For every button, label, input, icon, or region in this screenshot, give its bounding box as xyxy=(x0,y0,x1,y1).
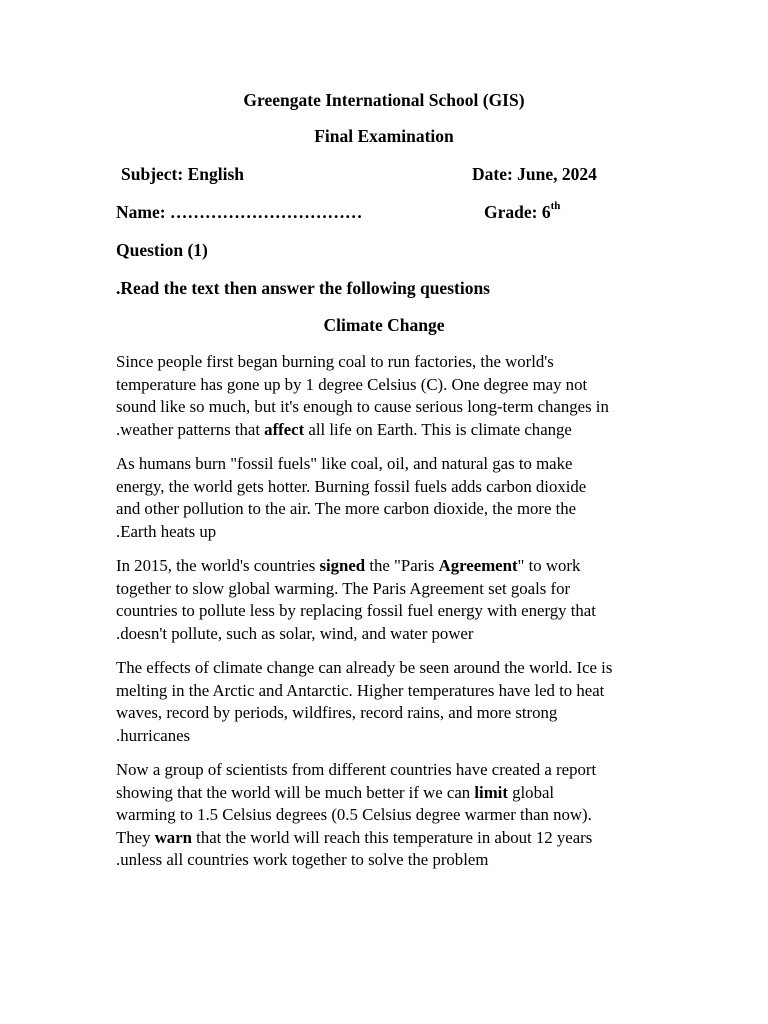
school-name: Greengate International School (GIS) xyxy=(243,90,525,110)
date-label: Date: June, 2024 xyxy=(472,164,597,184)
text-run: temperature has gone up by 1 degree Celsius (C). One degree may not xyxy=(116,374,588,394)
paragraph-4 xyxy=(116,657,661,747)
text-run: together to slow global warming. The Paris Agreement set goals for xyxy=(116,578,571,598)
text-run: .doesn't pollute, such as solar, wind, and water power xyxy=(116,623,474,643)
paragraph-line xyxy=(116,578,661,601)
grade-value: Grade: 6 xyxy=(484,202,551,222)
text-run: sound like so much, but it's enough to cause serious long-term changes in xyxy=(116,397,609,416)
paragraph-line xyxy=(116,623,661,646)
paragraph-line xyxy=(116,521,661,544)
question-instruction: .Read the text then answer the following questions xyxy=(116,278,490,298)
text-run: Now a group of scientists from different countries have created a report xyxy=(116,760,597,779)
text-run: global xyxy=(507,782,555,802)
grade-ordinal-suffix: th xyxy=(550,200,561,213)
paragraph-line xyxy=(116,827,661,850)
text-run: As humans burn "fossil fuels" like coal, oil, and natural gas to make xyxy=(116,454,573,473)
text-run: Since people first began burning coal to run factories, the world's xyxy=(116,352,554,371)
text-run: .hurricanes xyxy=(116,725,191,745)
text-run: energy, the world gets hotter. Burning fossil fuels adds carbon dioxide xyxy=(116,476,587,496)
paragraph-line xyxy=(116,657,661,680)
text-run: .weather patterns that xyxy=(116,419,265,439)
paragraph-line xyxy=(116,702,661,725)
text-run: They xyxy=(116,827,155,847)
keyword: warn xyxy=(154,827,192,847)
paragraph-line xyxy=(116,782,661,805)
text-run: In 2015, the world's countries xyxy=(116,556,320,575)
paragraph-line xyxy=(116,600,661,623)
paragraph-line xyxy=(116,374,661,397)
paragraph-line xyxy=(116,804,661,827)
subject-label: Subject: English xyxy=(121,164,245,184)
text-run: the "Paris xyxy=(365,556,439,575)
text-run: The effects of climate change can already be seen around the world. Ice is xyxy=(116,658,613,677)
text-run: .Earth heats up xyxy=(116,521,217,541)
paragraph-line xyxy=(116,849,661,872)
keyword: Agreement xyxy=(438,556,518,575)
paragraph-line xyxy=(116,555,661,578)
exam-title: Final Examination xyxy=(314,126,454,146)
paragraph-line xyxy=(116,351,661,374)
paragraph-1 xyxy=(116,351,661,441)
text-run: .unless all countries work together to solve the problem xyxy=(116,850,489,869)
paragraph-line xyxy=(116,419,661,442)
text-run: all life on Earth. This is climate change xyxy=(304,419,572,439)
paragraph-line xyxy=(116,476,661,499)
paragraph-line xyxy=(116,725,661,748)
paragraph-3 xyxy=(116,555,661,645)
text-run: showing that the world will be much better if we can xyxy=(116,782,475,802)
paragraph-line xyxy=(116,680,661,703)
keyword: signed xyxy=(319,556,366,575)
text-run: warming to 1.5 Celsius degrees (0.5 Celsius degree warmer than now). xyxy=(116,805,592,824)
paragraph-line xyxy=(116,498,661,521)
text-run: and other pollution to the air. The more carbon dioxide, the more the xyxy=(116,499,577,518)
paragraph-line xyxy=(116,453,661,476)
text-run: " to work xyxy=(517,556,581,575)
passage-title: Climate Change xyxy=(323,315,445,335)
paragraph-line xyxy=(116,396,661,419)
text-run: countries to pollute less by replacing fossil fuel energy with energy that xyxy=(116,601,596,620)
paragraph-5 xyxy=(116,759,661,872)
text-run: that the world will reach this temperature in about 12 years xyxy=(191,827,593,847)
question-label: Question (1) xyxy=(116,240,208,260)
keyword: limit xyxy=(474,782,508,802)
text-run: melting in the Arctic and Antarctic. Higher temperatures have led to heat xyxy=(116,680,605,700)
paragraph-2 xyxy=(116,453,661,543)
grade-label xyxy=(484,201,560,223)
paragraph-line xyxy=(116,759,661,782)
student-name-field: Name: …………………………… xyxy=(116,202,363,222)
text-run: waves, record by periods, wildfires, record rains, and more strong xyxy=(116,703,558,722)
keyword: affect xyxy=(264,419,305,439)
